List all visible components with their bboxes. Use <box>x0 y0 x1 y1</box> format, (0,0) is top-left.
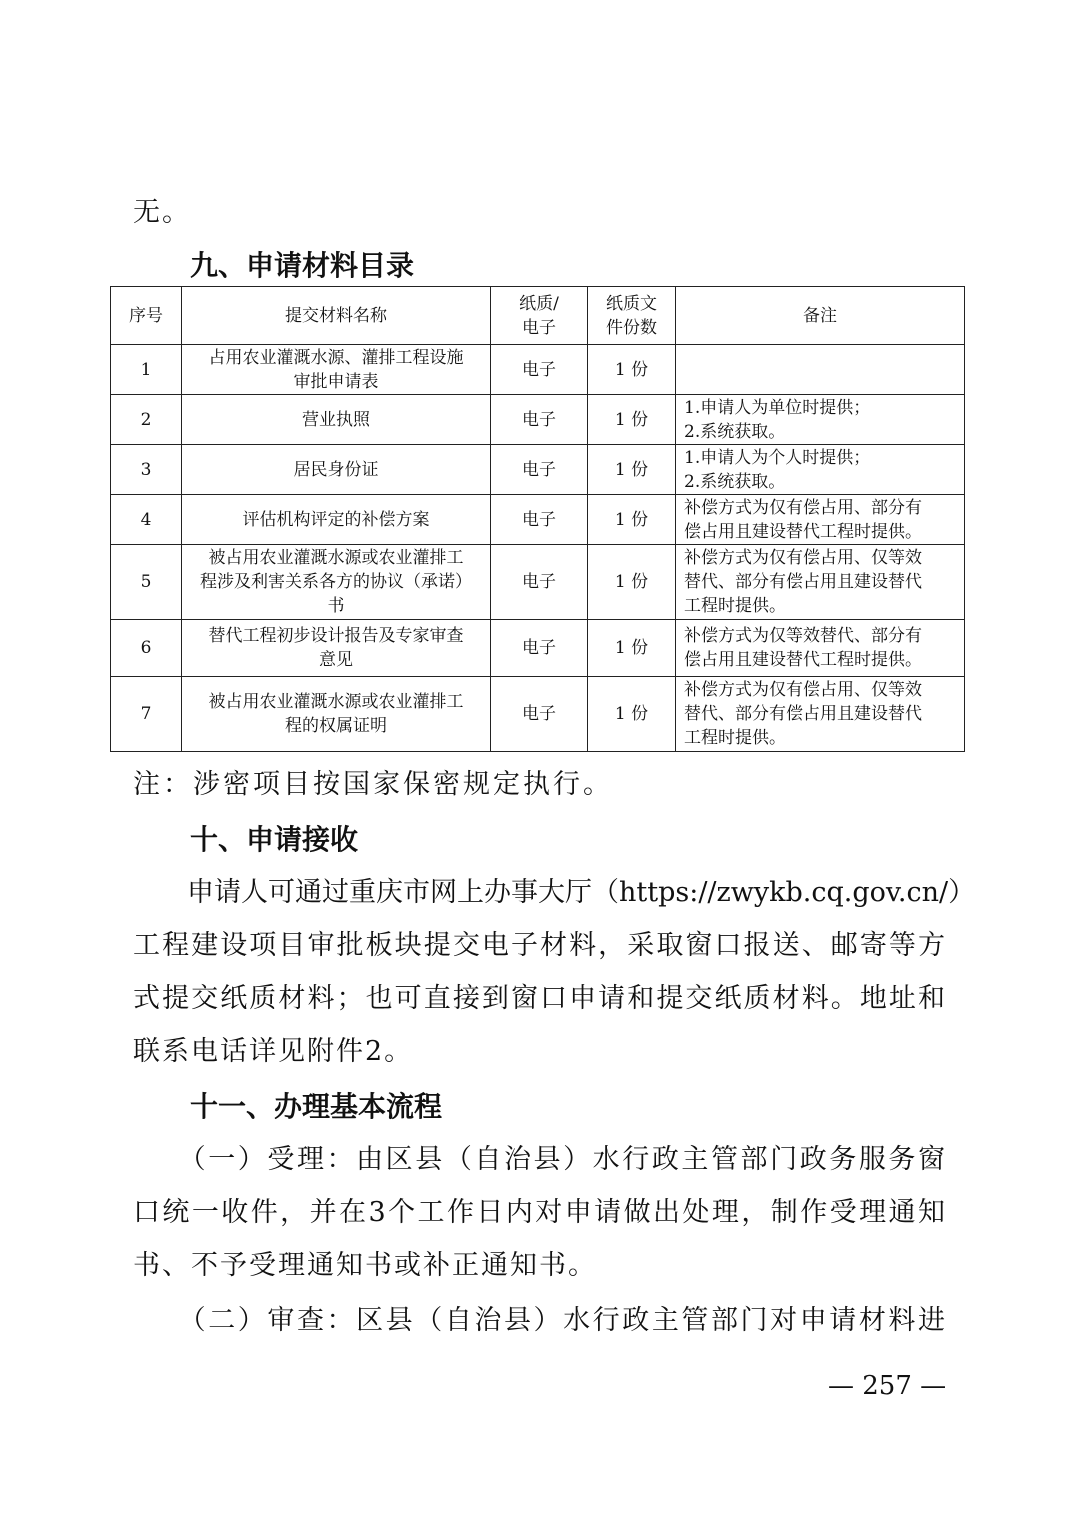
header-copies <box>588 287 676 345</box>
cell-index: 6 <box>111 620 182 677</box>
table-header-row <box>111 287 965 345</box>
section-9-heading: 九、申请材料目录 <box>190 249 415 282</box>
header-name: 提交材料名称 <box>182 287 491 345</box>
header-remark: 备注 <box>676 287 965 345</box>
cell-remark-line: 1.申请人为个人时提供； <box>684 447 871 468</box>
intro-text: 无。 <box>133 197 191 228</box>
table-row <box>111 395 965 445</box>
table-row <box>111 445 965 495</box>
cell-copies: 1 份 <box>588 620 676 677</box>
cell-index: 4 <box>111 495 182 545</box>
cell-name-line: 意见 <box>319 650 353 670</box>
cell-remark-line: 补偿方式为仅有偿占用、部分有 <box>684 497 922 518</box>
cell-form: 电子 <box>491 395 588 445</box>
cell-remark <box>676 495 965 545</box>
section-11-line: 口统一收件，并在3个工作日内对申请做出处理，制作受理通知 <box>133 1197 945 1228</box>
section-11-heading: 十一、办理基本流程 <box>190 1090 443 1123</box>
section-10-line: 联系电话详见附件2。 <box>133 1036 414 1067</box>
cell-name-line: 被占用农业灌溉水源或农业灌排工 <box>208 548 464 568</box>
cell-remark-line: 替代、部分有偿占用且建设替代 <box>684 572 922 592</box>
cell-remark-line: 补偿方式为仅有偿占用、仅等效 <box>684 680 922 700</box>
cell-remark-line: 2.系统获取。 <box>684 471 786 492</box>
header-form <box>491 287 588 345</box>
cell-remark-line: 偿占用且建设替代工程时提供。 <box>684 650 922 670</box>
cell-remark-line: 2.系统获取。 <box>684 421 786 442</box>
cell-name <box>182 677 491 752</box>
section-10-line: 工程建设项目审批板块提交电子材料，采取窗口报送、邮寄等方 <box>133 930 945 961</box>
cell-copies: 1 份 <box>588 345 676 395</box>
section-11-line: 书、不予受理通知书或补正通知书。 <box>133 1250 597 1281</box>
cell-form: 电子 <box>491 545 588 620</box>
cell-index: 7 <box>111 677 182 752</box>
header-form-line-1: 纸质/ <box>519 293 559 314</box>
cell-remark-line: 工程时提供。 <box>684 728 786 748</box>
table-row <box>111 677 965 752</box>
cell-index: 1 <box>111 345 182 395</box>
table-row <box>111 620 965 677</box>
cell-index: 5 <box>111 545 182 620</box>
table-row <box>111 495 965 545</box>
cell-form: 电子 <box>491 445 588 495</box>
cell-name-line: 被占用农业灌溉水源或农业灌排工 <box>208 692 464 712</box>
cell-remark-line: 替代、部分有偿占用且建设替代 <box>684 704 922 724</box>
cell-name-line: 书 <box>327 596 345 616</box>
cell-name <box>182 445 491 495</box>
cell-remark <box>676 677 965 752</box>
cell-remark-line: 1.申请人为单位时提供； <box>684 397 871 418</box>
cell-name-line: 评估机构评定的补偿方案 <box>242 509 430 530</box>
cell-remark <box>676 395 965 445</box>
section-10-line: 式提交纸质材料；也可直接到窗口申请和提交纸质材料。地址和 <box>133 983 945 1014</box>
cell-name-line: 审批申请表 <box>293 371 379 392</box>
cell-name <box>182 395 491 445</box>
cell-name-line: 程涉及利害关系各方的协议（承诺） <box>200 572 472 592</box>
cell-copies: 1 份 <box>588 677 676 752</box>
cell-name-line: 营业执照 <box>302 409 370 430</box>
cell-copies: 1 份 <box>588 495 676 545</box>
section-10-line: 申请人可通过重庆市网上办事大厅（https://zwykb.cq.gov.cn/） <box>133 877 976 908</box>
cell-remark-line: 工程时提供。 <box>684 596 786 616</box>
cell-name-line: 占用农业灌溉水源、灌排工程设施 <box>208 347 464 368</box>
cell-remark-line: 补偿方式为仅有偿占用、仅等效 <box>684 548 922 568</box>
section-11-line: （二）审查：区县（自治县）水行政主管部门对申请材料进 <box>133 1305 945 1336</box>
cell-name-line: 程的权属证明 <box>285 716 387 736</box>
cell-form: 电子 <box>491 495 588 545</box>
cell-index: 3 <box>111 445 182 495</box>
header-form-line-2: 电子 <box>522 317 556 338</box>
cell-remark <box>676 620 965 677</box>
cell-form: 电子 <box>491 677 588 752</box>
cell-remark-line: 偿占用且建设替代工程时提供。 <box>684 521 922 542</box>
header-copies-line-1: 纸质文 <box>606 293 657 314</box>
cell-form: 电子 <box>491 345 588 395</box>
cell-remark <box>676 345 965 395</box>
table-note: 注：涉密项目按国家保密规定执行。 <box>133 769 613 800</box>
cell-copies: 1 份 <box>588 545 676 620</box>
cell-name <box>182 345 491 395</box>
cell-name-line: 替代工程初步设计报告及专家审查 <box>208 626 464 646</box>
cell-index: 2 <box>111 395 182 445</box>
cell-copies: 1 份 <box>588 395 676 445</box>
page-number: — 257 — <box>828 1371 947 1401</box>
cell-remark <box>676 445 965 495</box>
materials-table <box>110 286 965 752</box>
table-row <box>111 545 965 620</box>
cell-name <box>182 545 491 620</box>
cell-remark <box>676 545 965 620</box>
cell-name <box>182 495 491 545</box>
cell-name-line: 居民身份证 <box>293 459 379 480</box>
cell-remark-line: 补偿方式为仅等效替代、部分有 <box>684 626 922 646</box>
cell-form: 电子 <box>491 620 588 677</box>
header-copies-line-2: 件份数 <box>606 317 657 338</box>
section-10-heading: 十、申请接收 <box>190 823 359 856</box>
section-11-line: （一）受理：由区县（自治县）水行政主管部门政务服务窗 <box>133 1144 945 1175</box>
cell-copies: 1 份 <box>588 445 676 495</box>
table-row <box>111 345 965 395</box>
cell-name <box>182 620 491 677</box>
header-index: 序号 <box>111 287 182 345</box>
